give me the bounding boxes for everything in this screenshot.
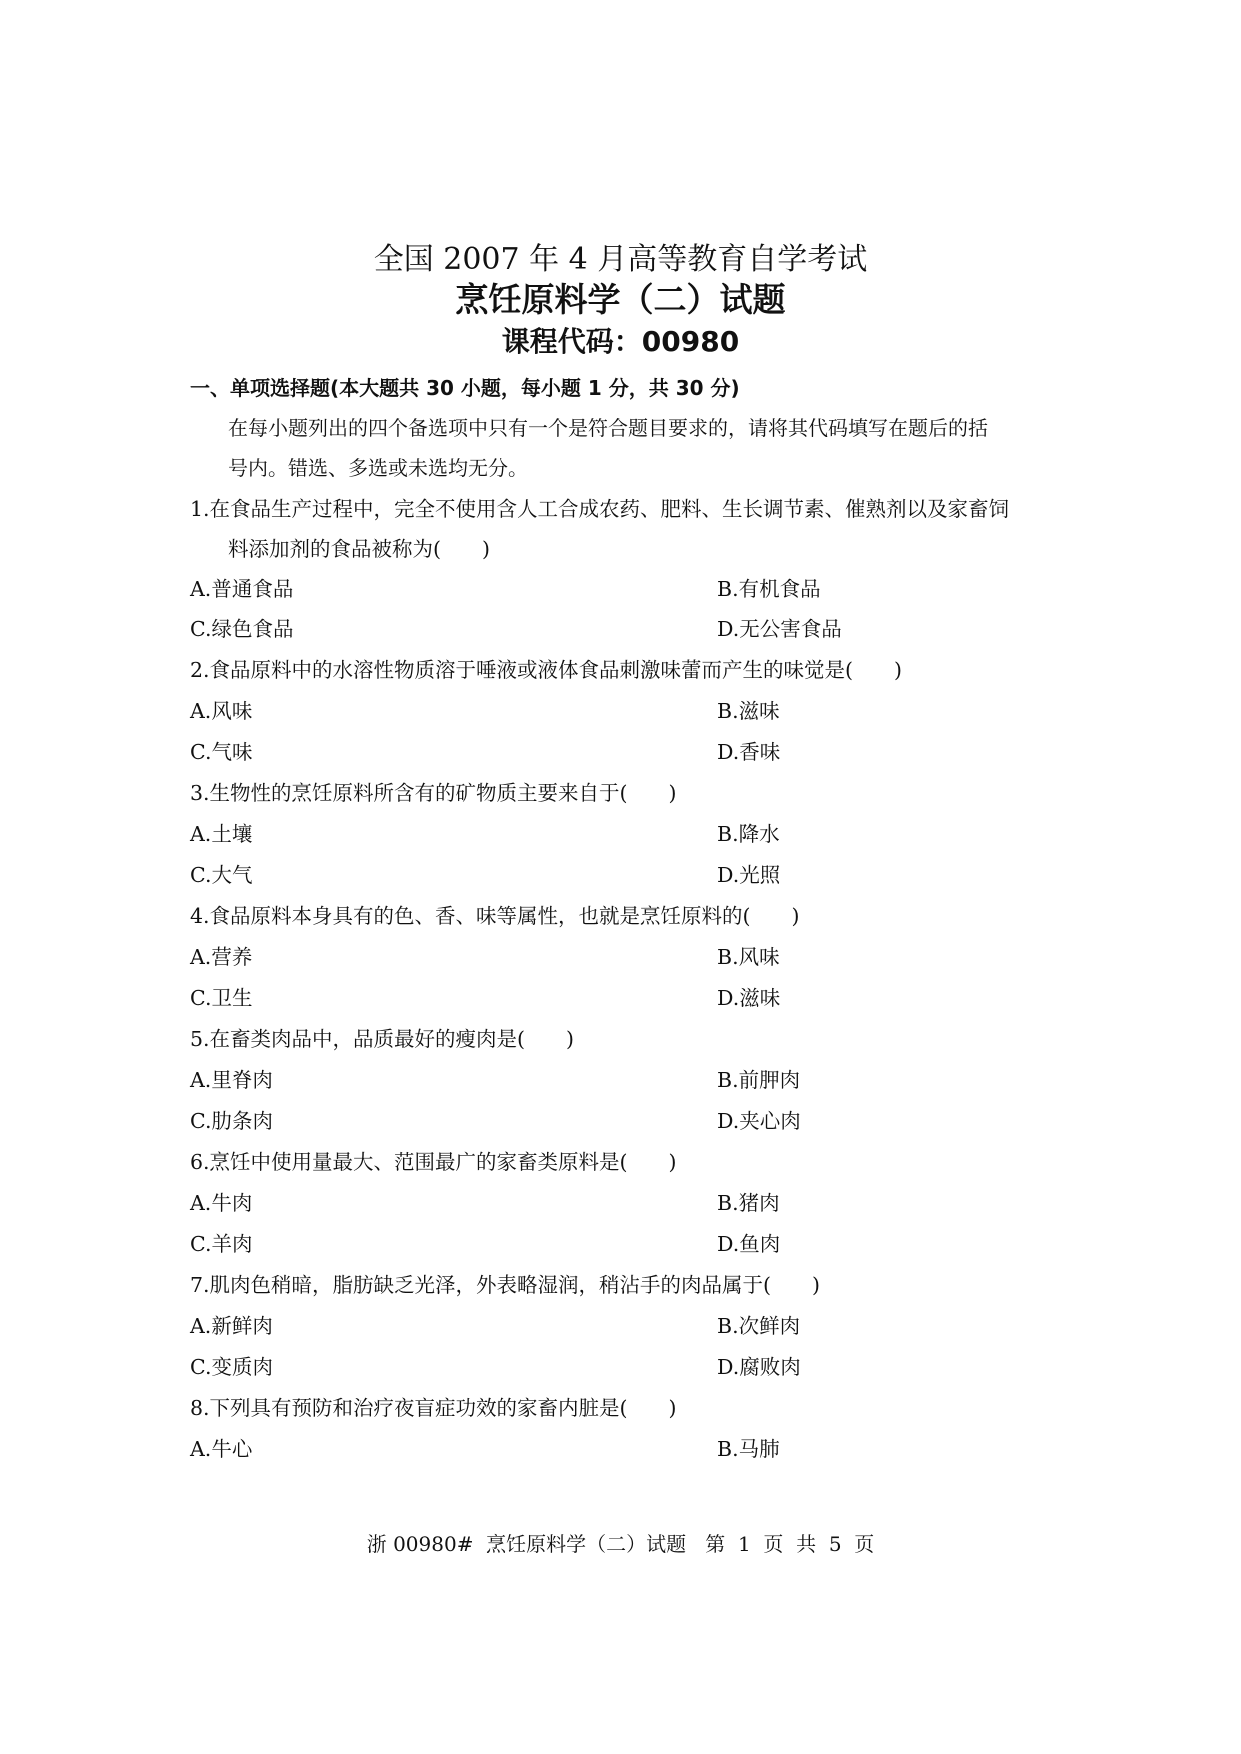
option-d: D.滋味 bbox=[717, 986, 781, 1010]
option-b: B.次鲜肉 bbox=[717, 1314, 801, 1338]
question-stem: 7.肌肉色稍暗，脂肪缺乏光泽，外表略湿润，稍沾手的肉品属于( ) bbox=[190, 1273, 821, 1297]
option-d: D.鱼肉 bbox=[717, 1232, 781, 1256]
course-code: 课程代码：00980 bbox=[501, 325, 740, 358]
option-a: A.新鲜肉 bbox=[190, 1314, 273, 1338]
option-a: A.里脊肉 bbox=[190, 1068, 273, 1092]
option-b: B.前胛肉 bbox=[717, 1068, 801, 1092]
option-a: A.营养 bbox=[190, 945, 253, 969]
option-c: C.卫生 bbox=[190, 986, 253, 1010]
instruction-line: 号内。错选、多选或未选均无分。 bbox=[228, 456, 528, 480]
question-stem: 6.烹饪中使用量最大、范围最广的家畜类原料是( ) bbox=[190, 1150, 677, 1174]
option-b: B.降水 bbox=[717, 822, 780, 846]
question-stem-cont: 料添加剂的食品被称为( ) bbox=[228, 537, 490, 561]
option-c: C.羊肉 bbox=[190, 1232, 253, 1256]
exam-title: 全国 2007 年 4 月高等教育自学考试 bbox=[373, 242, 868, 277]
option-c: C.肋条肉 bbox=[190, 1109, 273, 1133]
option-b: B.滋味 bbox=[717, 699, 780, 723]
option-c: C.气味 bbox=[190, 740, 253, 764]
question-stem: 3.生物性的烹饪原料所含有的矿物质主要来自于( ) bbox=[190, 781, 677, 805]
question-stem: 1.在食品生产过程中，完全不使用含人工合成农药、肥料、生长调节素、催熟剂以及家畜饲 bbox=[190, 497, 1010, 521]
option-d: D.香味 bbox=[717, 740, 781, 764]
option-d: D.光照 bbox=[717, 863, 781, 887]
question-stem: 2.食品原料中的水溶性物质溶于唾液或液体食品刺激味蕾而产生的味觉是( ) bbox=[190, 658, 903, 682]
option-b: B.马肺 bbox=[717, 1437, 780, 1461]
option-b: B.有机食品 bbox=[717, 577, 821, 601]
option-d: D.夹心肉 bbox=[717, 1109, 801, 1133]
option-a: A.牛心 bbox=[190, 1437, 253, 1461]
page-footer: 浙 00980# 烹饪原料学（二）试题 第 1 页 共 5 页 bbox=[366, 1532, 875, 1556]
option-c: C.变质肉 bbox=[190, 1355, 273, 1379]
option-b: B.猪肉 bbox=[717, 1191, 780, 1215]
option-a: A.风味 bbox=[190, 699, 253, 723]
option-b: B.风味 bbox=[717, 945, 780, 969]
option-a: A.土壤 bbox=[190, 822, 253, 846]
subject-title: 烹饪原料学（二）试题 bbox=[455, 280, 786, 319]
question-stem: 8.下列具有预防和治疗夜盲症功效的家畜内脏是( ) bbox=[190, 1396, 677, 1420]
question-stem: 4.食品原料本身具有的色、香、味等属性，也就是烹饪原料的( ) bbox=[190, 904, 800, 928]
option-a: A.普通食品 bbox=[190, 577, 294, 601]
option-c: C.大气 bbox=[190, 863, 253, 887]
section-heading: 一、单项选择题(本大题共 30 小题，每小题 1 分，共 30 分) bbox=[190, 376, 740, 400]
option-d: D.腐败肉 bbox=[717, 1355, 801, 1379]
question-stem: 5.在畜类肉品中，品质最好的瘦肉是( ) bbox=[190, 1027, 575, 1051]
option-a: A.牛肉 bbox=[190, 1191, 253, 1215]
option-c: C.绿色食品 bbox=[190, 617, 294, 641]
option-d: D.无公害食品 bbox=[717, 617, 842, 641]
instruction-line: 在每小题列出的四个备选项中只有一个是符合题目要求的，请将其代码填写在题后的括 bbox=[228, 416, 988, 440]
